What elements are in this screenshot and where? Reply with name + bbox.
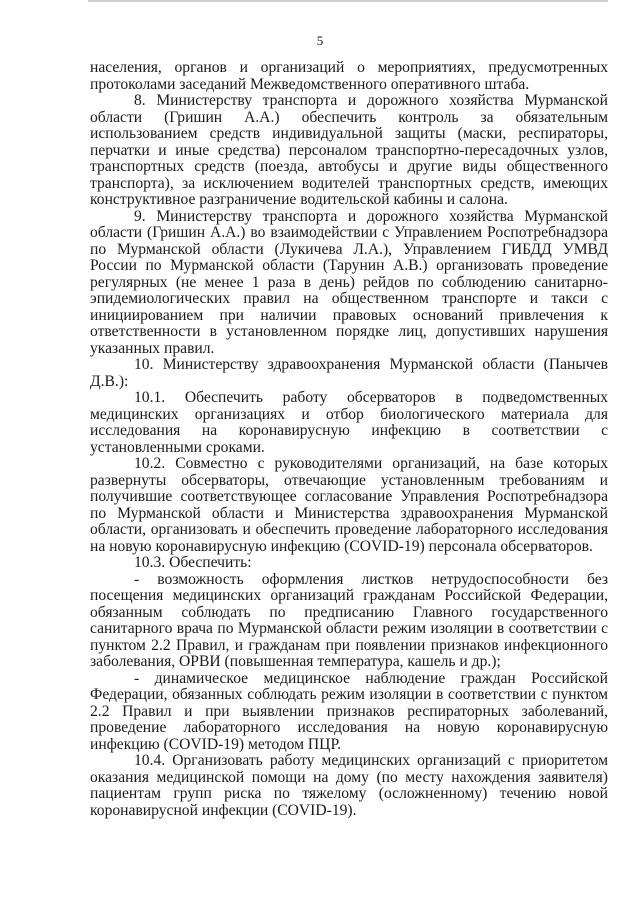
- paragraph-10-4: 10.4. Организовать работу медицинских организаций с приоритетом оказания медицинской помощи на дому (по месту нахождения заявителя) пациентам групп риска по тяжелому (осложненному) течению новой коронавирусной инфекции (COVID-19).: [90, 752, 608, 819]
- paragraph-10-3-item-1: - возможность оформления листков нетрудоспособности без посещения медицинских организаций гражданам Российской Федерации, обязанным соблюдать по предписанию Главного государственного санитарного врача по Мурманской области режим изоляции в соответствии с пунктом 2.2 Правил, и гражданам при появлении признаков инфекционного заболевания, ОРВИ (повышенная температура, кашель и др.);: [90, 570, 608, 670]
- document-body: [90, 60, 608, 819]
- paragraph-10-3: 10.3. Обеспечить:: [134, 554, 252, 571]
- paragraph-10-2: 10.2. Совместно с руководителями организаций, на базе которых развернуты обсерваторы, отвечающие установленным требованиям и получившие соответствующее согласование Управления Роспотребнадзора по Мурманской области и Министерства здравоохранения Мурманской области, организовать и обеспечить проведение лабораторного исследования на новую коронавирусную инфекцию (COVID-19) персонала обсерваторов.: [90, 455, 608, 555]
- scan-top-edge: [88, 0, 608, 2]
- paragraph-8: 8. Министерству транспорта и дорожного хозяйства Мурманской области (Гришин А.А.) обеспечить контроль за обязательным использованием средств индивидуальной защиты (маски, респираторы, перчатки и иные средства) персоналом транспортно-пересадочных узлов, транспортных средств (поезда, автобусы и другие виды общественного транспорта), за исключением водителей транспортных средств, имеющих конструктивное разграничение водительской кабины и салона.: [90, 92, 608, 208]
- paragraph-continuation: населения, органов и организаций о мероприятиях, предусмотренных протоколами заседаний Межведомственного оперативного штаба.: [90, 59, 608, 93]
- paragraph-10: 10. Министерству здравоохранения Мурманской области (Панычев Д.В.):: [90, 356, 608, 390]
- page-number: 5: [316, 33, 324, 48]
- paragraph-9: 9. Министерству транспорта и дорожного хозяйства Мурманской области (Гришин А.А.) во взаимодействии с Управлением Роспотребнадзора по Мурманской области (Лукичева Л.А.), Управлением ГИБДД УМВД России по Мурманской области (Тарунин А.В.) организовать проведение регулярных (не менее 1 раза в день) рейдов по соблюдению санитарно-эпидемиологических правил на общественном транспорте и такси с инициированием при наличии правовых оснований привлечения к ответственности в установленном порядке лиц, допустивших нарушения указанных правил.: [90, 207, 608, 357]
- paragraph-10-3-item-2: - динамическое медицинское наблюдение граждан Российской Федерации, обязанных соблюдать режим изоляции в соответствии с пунктом 2.2 Правил и при выявлении признаков респираторных заболеваний, проведение лабораторного исследования на новую коронавирусную инфекцию (COVID-19) методом ПЦР.: [90, 669, 608, 753]
- paragraph-10-1: 10.1. Обеспечить работу обсерваторов в подведомственных медицинских организациях и отбор биологического материала для исследования на коронавирусную инфекцию в соответствии с установленными сроками.: [90, 389, 608, 456]
